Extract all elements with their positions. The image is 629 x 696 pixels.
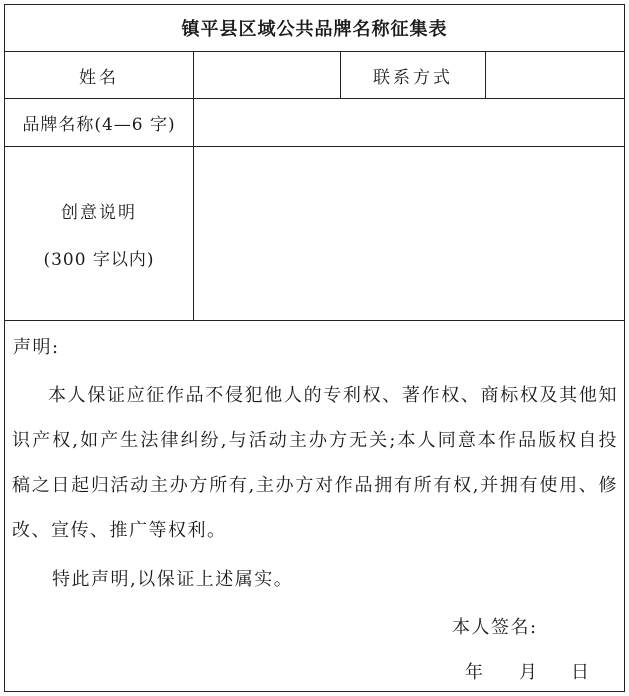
date-day: 日 [571, 662, 591, 683]
name-field[interactable] [194, 52, 341, 98]
form-title: 镇平县区域公共品牌名称征集表 [181, 19, 448, 40]
idea-label-line1: 创意说明 [61, 202, 137, 223]
date-month: 月 [519, 662, 539, 683]
date-year: 年 [465, 662, 485, 683]
brand-label: 品牌名称(4—6 字) [5, 99, 194, 146]
statement-affirm: 特此声明,以保证上述属实。 [52, 569, 294, 590]
entry-form [4, 4, 625, 692]
statement-block [5, 321, 624, 691]
contact-label: 联系方式 [341, 52, 486, 98]
contact-field[interactable] [486, 52, 624, 98]
name-row [5, 52, 624, 99]
brand-row [5, 99, 624, 147]
title-row [5, 5, 624, 52]
idea-label [5, 147, 194, 320]
signature-label: 本人签名: [452, 617, 538, 638]
statement-heading: 声明: [13, 337, 60, 358]
idea-label-line2: (300 字以内) [43, 249, 155, 270]
name-label: 姓名 [5, 52, 194, 98]
brand-field[interactable] [194, 99, 624, 146]
idea-field[interactable] [194, 147, 624, 320]
idea-row [5, 147, 624, 321]
statement-body: 本人保证应征作品不侵犯他人的专利权、著作权、商标权及其他知识产权,如产生法律纠纷,与活动主办方无关;本人同意本作品版权自投稿之日起归活动主办方所有,主办方对作品拥有所有权,并拥有使用、修改、宣传、推广等权利。 [12, 385, 618, 541]
